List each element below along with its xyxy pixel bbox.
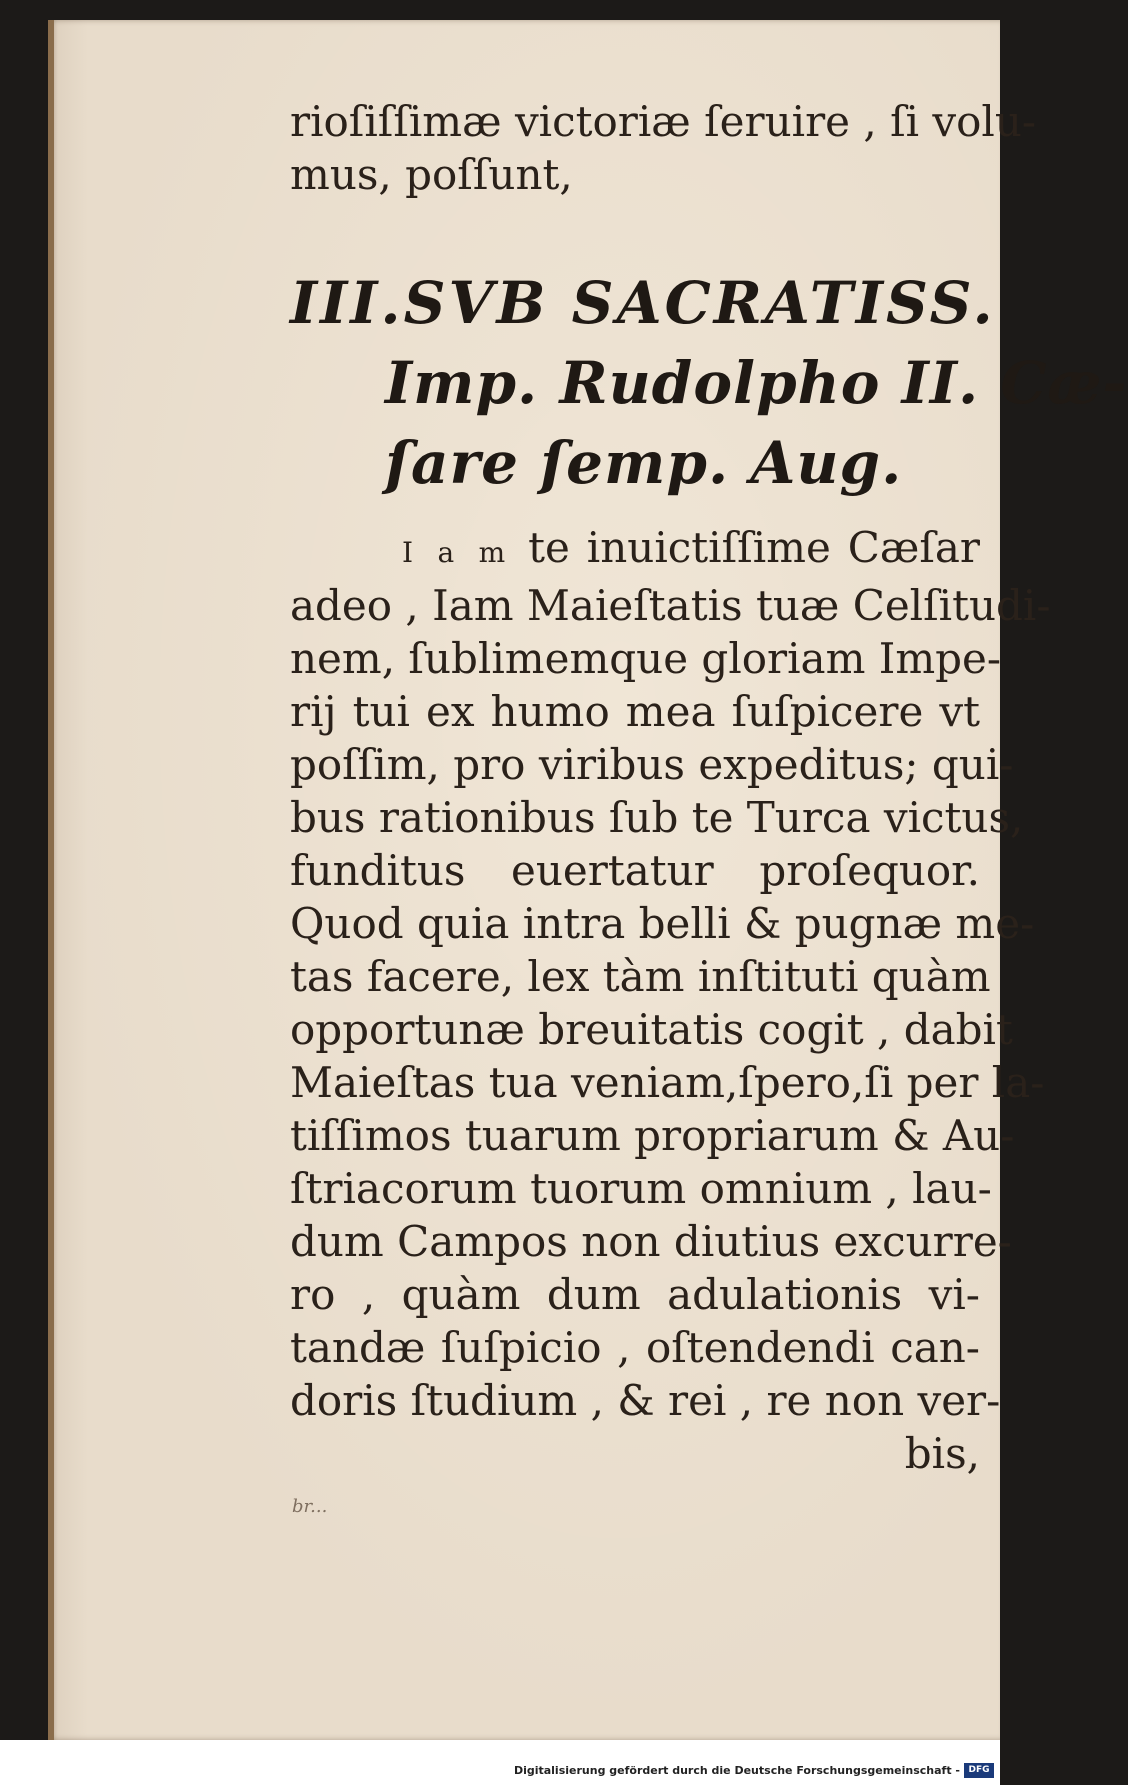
section-heading: ſare ſemp. Aug. xyxy=(385,429,903,497)
text-line: poſſim, pro viribus expeditus; qui- xyxy=(290,740,1014,789)
text-line: ro , quàm dum adulationis vi- xyxy=(290,1270,980,1319)
footer-bar xyxy=(0,1740,1000,1785)
text-line: bus rationibus ſub te Turca victus, xyxy=(290,793,1024,842)
page-text xyxy=(290,95,1128,1480)
paragraph-first-line xyxy=(290,521,980,579)
text-line: rij tui ex humo mea ſuſpicere vt xyxy=(290,687,980,736)
first-line-rest: te inuictiſſime Cæſar xyxy=(528,523,980,572)
text-line: funditus euertatur proſequor. xyxy=(290,846,980,895)
text-line: Maieſtas tua veniam,ſpero,ſi per la- xyxy=(290,1058,1045,1107)
catchword: bis, xyxy=(904,1429,980,1478)
text-line: dum Campos non diutius excurre- xyxy=(290,1217,1012,1266)
funding-credit: Digitalisierung gefördert durch die Deutsche Forschungsgemeinschaft - xyxy=(513,1764,960,1777)
text-line: nem, ſublimemque gloriam Impe- xyxy=(290,634,1002,683)
text-line: doris ſtudium , & rei , re non ver- xyxy=(290,1376,1001,1425)
text-line: ſtriacorum tuorum omnium , lau- xyxy=(290,1164,992,1213)
initial-word: I a m xyxy=(402,536,512,569)
text-line: rioſiſſimæ victoriæ ſeruire , ſi volu- xyxy=(290,97,1037,146)
text-line: adeo , Iam Maieſtatis tuæ Celſitudi- xyxy=(290,581,1051,630)
text-line: tiſſimos tuarum propriarum & Au- xyxy=(290,1111,1015,1160)
section-heading: III.SVB SACRATISS. xyxy=(290,269,996,337)
text-line: tas facere, lex tàm inſtituti quàm xyxy=(290,952,991,1001)
text-line: tandæ ſuſpicio , oſtendendi can- xyxy=(290,1323,980,1372)
dfg-logo-icon: DFG xyxy=(964,1763,994,1778)
text-line: mus, poſſunt, xyxy=(290,150,573,199)
text-line: opportunæ breuitatis cogit , dabit xyxy=(290,1005,1013,1054)
page-edge xyxy=(48,20,54,1740)
section-heading: Imp. Rudolpho II. Cæ- xyxy=(385,349,1128,417)
marginal-note: br... xyxy=(292,1496,328,1517)
text-line: Quod quia intra belli & pugnæ me- xyxy=(290,899,1035,948)
